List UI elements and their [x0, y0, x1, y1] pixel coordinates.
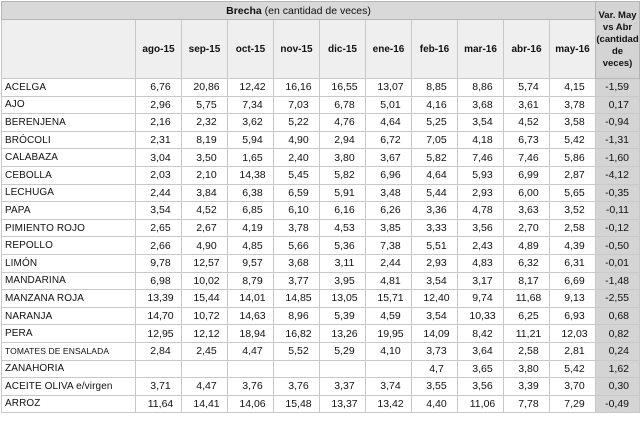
product-name: LIMÓN [2, 254, 136, 272]
value-cell: 5,75 [182, 96, 228, 114]
value-cell: 6,00 [504, 184, 550, 202]
value-cell: 5,65 [550, 184, 596, 202]
value-cell: 5,51 [412, 237, 458, 255]
value-cell: 6,76 [136, 79, 182, 97]
month-header: dic-15 [320, 20, 366, 79]
value-cell: 7,29 [550, 395, 596, 413]
value-cell: 3,68 [458, 96, 504, 114]
product-name: REPOLLO [2, 237, 136, 255]
value-cell: 4,85 [228, 237, 274, 255]
value-cell: 6,38 [228, 184, 274, 202]
product-name: PERA [2, 325, 136, 343]
value-cell: 2,32 [182, 114, 228, 132]
month-header: nov-15 [274, 20, 320, 79]
value-cell: 3,50 [182, 149, 228, 167]
value-cell: 2,16 [136, 114, 182, 132]
table-title [2, 2, 596, 20]
value-cell: 16,55 [320, 79, 366, 97]
value-cell: 6,72 [366, 131, 412, 149]
value-cell [228, 360, 274, 378]
variation-cell: 0,82 [596, 325, 640, 343]
value-cell: 3,11 [320, 254, 366, 272]
value-cell: 4,52 [182, 202, 228, 220]
month-header: mar-16 [458, 20, 504, 79]
table-row [2, 307, 640, 325]
product-name: BRÓCOLI [2, 131, 136, 149]
product-name: PAPA [2, 202, 136, 220]
value-cell: 3,54 [136, 202, 182, 220]
month-header: sep-15 [182, 20, 228, 79]
value-cell: 4,39 [550, 237, 596, 255]
variation-cell: 1,62 [596, 360, 640, 378]
variation-cell: 0,30 [596, 378, 640, 396]
table-row [2, 114, 640, 132]
value-cell: 6,98 [136, 272, 182, 290]
value-cell: 14,41 [182, 395, 228, 413]
value-cell: 3,54 [458, 114, 504, 132]
table-row [2, 395, 640, 413]
value-cell: 2,81 [550, 342, 596, 360]
table-row [2, 166, 640, 184]
value-cell: 8,17 [504, 272, 550, 290]
value-cell: 16,16 [274, 79, 320, 97]
value-cell: 2,67 [182, 219, 228, 237]
value-cell: 2,70 [504, 219, 550, 237]
value-cell: 8,19 [182, 131, 228, 149]
table-body [2, 79, 640, 413]
value-cell: 5,42 [550, 360, 596, 378]
value-cell: 6,99 [504, 166, 550, 184]
value-cell: 3,62 [228, 114, 274, 132]
header-row [2, 20, 640, 79]
value-cell: 2,93 [412, 254, 458, 272]
value-cell: 4,16 [412, 96, 458, 114]
value-cell: 18,94 [228, 325, 274, 343]
variation-cell: -1,60 [596, 149, 640, 167]
value-cell: 13,05 [320, 290, 366, 308]
value-cell: 14,09 [412, 325, 458, 343]
value-cell: 8,86 [458, 79, 504, 97]
value-cell: 12,95 [136, 325, 182, 343]
value-cell: 19,95 [366, 325, 412, 343]
value-cell: 4,53 [320, 219, 366, 237]
value-cell: 2,66 [136, 237, 182, 255]
value-cell: 3,68 [274, 254, 320, 272]
table-row [2, 202, 640, 220]
value-cell: 3,36 [412, 202, 458, 220]
value-cell: 4,10 [366, 342, 412, 360]
variation-cell: -0,11 [596, 202, 640, 220]
value-cell: 2,31 [136, 131, 182, 149]
value-cell: 3,85 [366, 219, 412, 237]
value-cell: 6,78 [320, 96, 366, 114]
value-cell: 4,47 [182, 378, 228, 396]
value-cell: 8,96 [274, 307, 320, 325]
variation-cell: -4,12 [596, 166, 640, 184]
value-cell: 3,61 [504, 96, 550, 114]
table-row [2, 254, 640, 272]
value-cell: 4,89 [504, 237, 550, 255]
value-cell: 2,87 [550, 166, 596, 184]
month-header: ene-16 [366, 20, 412, 79]
value-cell: 4,15 [550, 79, 596, 97]
value-cell: 6,26 [366, 202, 412, 220]
month-header: abr-16 [504, 20, 550, 79]
value-cell: 6,85 [228, 202, 274, 220]
value-cell: 4,83 [458, 254, 504, 272]
value-cell [136, 360, 182, 378]
value-cell: 1,65 [228, 149, 274, 167]
value-cell: 15,48 [274, 395, 320, 413]
value-cell: 5,74 [504, 79, 550, 97]
value-cell: 5,44 [412, 184, 458, 202]
value-cell: 4,19 [228, 219, 274, 237]
product-column-header [2, 20, 136, 79]
variation-cell: -2,55 [596, 290, 640, 308]
value-cell [366, 360, 412, 378]
value-cell: 2,44 [366, 254, 412, 272]
value-cell: 12,42 [228, 79, 274, 97]
value-cell: 14,85 [274, 290, 320, 308]
product-name: LECHUGA [2, 184, 136, 202]
value-cell: 14,06 [228, 395, 274, 413]
table-row [2, 272, 640, 290]
value-cell: 5,86 [550, 149, 596, 167]
value-cell: 14,63 [228, 307, 274, 325]
value-cell: 5,52 [274, 342, 320, 360]
table-row [2, 96, 640, 114]
value-cell: 3,56 [458, 378, 504, 396]
table-row [2, 79, 640, 97]
value-cell: 5,42 [550, 131, 596, 149]
table-row [2, 149, 640, 167]
value-cell: 4,7 [412, 360, 458, 378]
value-cell: 12,40 [412, 290, 458, 308]
value-cell: 2,03 [136, 166, 182, 184]
table-row [2, 360, 640, 378]
value-cell: 4,90 [274, 131, 320, 149]
value-cell: 10,02 [182, 272, 228, 290]
value-cell [182, 360, 228, 378]
value-cell: 11,06 [458, 395, 504, 413]
value-cell: 4,90 [182, 237, 228, 255]
product-name: PIMIENTO ROJO [2, 219, 136, 237]
value-cell: 9,57 [228, 254, 274, 272]
value-cell: 3,76 [274, 378, 320, 396]
value-cell: 5,82 [320, 166, 366, 184]
value-cell: 3,80 [504, 360, 550, 378]
value-cell: 5,91 [320, 184, 366, 202]
table-row [2, 184, 640, 202]
variation-cell: -0,35 [596, 184, 640, 202]
value-cell: 13,39 [136, 290, 182, 308]
value-cell: 4,78 [458, 202, 504, 220]
value-cell: 2,58 [504, 342, 550, 360]
value-cell: 14,01 [228, 290, 274, 308]
product-name: ZANAHORIA [2, 360, 136, 378]
value-cell: 5,82 [412, 149, 458, 167]
value-cell: 3,76 [228, 378, 274, 396]
product-name: MANDARINA [2, 272, 136, 290]
value-cell: 6,31 [550, 254, 596, 272]
value-cell [320, 360, 366, 378]
value-cell: 11,21 [504, 325, 550, 343]
value-cell: 15,71 [366, 290, 412, 308]
value-cell: 6,73 [504, 131, 550, 149]
product-name: TOMATES DE ENSALADA [2, 342, 136, 360]
value-cell: 2,10 [182, 166, 228, 184]
value-cell: 3,56 [458, 219, 504, 237]
value-cell [274, 360, 320, 378]
value-cell: 6,16 [320, 202, 366, 220]
value-cell: 3,58 [550, 114, 596, 132]
value-cell: 4,47 [228, 342, 274, 360]
table-row [2, 378, 640, 396]
value-cell: 13,37 [320, 395, 366, 413]
value-cell: 2,84 [136, 342, 182, 360]
value-cell: 3,71 [136, 378, 182, 396]
value-cell: 7,38 [366, 237, 412, 255]
value-cell: 2,58 [550, 219, 596, 237]
value-cell: 6,93 [550, 307, 596, 325]
value-cell: 5,66 [274, 237, 320, 255]
value-cell: 3,95 [320, 272, 366, 290]
variation-cell: -1,59 [596, 79, 640, 97]
value-cell: 5,39 [320, 307, 366, 325]
product-name: NARANJA [2, 307, 136, 325]
value-cell: 7,03 [274, 96, 320, 114]
value-cell: 14,70 [136, 307, 182, 325]
product-name: MANZANA ROJA [2, 290, 136, 308]
table-row [2, 325, 640, 343]
product-name: BERENJENA [2, 114, 136, 132]
product-name: ACEITE OLIVA e/virgen [2, 378, 136, 396]
product-name: CALABAZA [2, 149, 136, 167]
value-cell: 5,45 [274, 166, 320, 184]
month-header: ago-15 [136, 20, 182, 79]
value-cell: 2,45 [182, 342, 228, 360]
value-cell: 12,12 [182, 325, 228, 343]
value-cell: 3,65 [458, 360, 504, 378]
var-column-header: Var. May vs Abr (cantidad de veces) [596, 2, 640, 79]
value-cell: 11,64 [136, 395, 182, 413]
value-cell: 7,05 [412, 131, 458, 149]
value-cell: 4,40 [412, 395, 458, 413]
value-cell: 3,37 [320, 378, 366, 396]
value-cell: 12,03 [550, 325, 596, 343]
value-cell: 4,76 [320, 114, 366, 132]
value-cell: 13,42 [366, 395, 412, 413]
value-cell: 3,39 [504, 378, 550, 396]
variation-cell: 0,17 [596, 96, 640, 114]
variation-cell: 0,24 [596, 342, 640, 360]
variation-cell: -0,12 [596, 219, 640, 237]
value-cell: 7,78 [504, 395, 550, 413]
value-cell: 3,78 [274, 219, 320, 237]
value-cell: 3,74 [366, 378, 412, 396]
value-cell: 5,29 [320, 342, 366, 360]
value-cell: 5,94 [228, 131, 274, 149]
value-cell: 5,36 [320, 237, 366, 255]
product-name: AJO [2, 96, 136, 114]
month-header: oct-15 [228, 20, 274, 79]
value-cell: 3,63 [504, 202, 550, 220]
value-cell: 3,67 [366, 149, 412, 167]
value-cell: 3,33 [412, 219, 458, 237]
value-cell: 13,26 [320, 325, 366, 343]
product-name: CEBOLLA [2, 166, 136, 184]
value-cell: 2,40 [274, 149, 320, 167]
value-cell: 8,85 [412, 79, 458, 97]
value-cell: 2,93 [458, 184, 504, 202]
value-cell: 5,22 [274, 114, 320, 132]
value-cell: 10,33 [458, 307, 504, 325]
value-cell: 3,77 [274, 272, 320, 290]
table-row [2, 237, 640, 255]
variation-cell: -0,01 [596, 254, 640, 272]
value-cell: 7,34 [228, 96, 274, 114]
product-name: ACELGA [2, 79, 136, 97]
value-cell: 8,42 [458, 325, 504, 343]
value-cell: 3,04 [136, 149, 182, 167]
variation-cell: -0,49 [596, 395, 640, 413]
table-title-bold: Brecha [226, 4, 262, 17]
value-cell: 6,10 [274, 202, 320, 220]
value-cell: 3,70 [550, 378, 596, 396]
value-cell: 4,64 [412, 166, 458, 184]
value-cell: 2,94 [320, 131, 366, 149]
value-cell: 15,44 [182, 290, 228, 308]
value-cell: 6,69 [550, 272, 596, 290]
value-cell: 2,44 [136, 184, 182, 202]
value-cell: 13,07 [366, 79, 412, 97]
value-cell: 20,86 [182, 79, 228, 97]
value-cell: 12,57 [182, 254, 228, 272]
value-cell: 5,93 [458, 166, 504, 184]
value-cell: 6,59 [274, 184, 320, 202]
value-cell: 3,84 [182, 184, 228, 202]
value-cell: 16,82 [274, 325, 320, 343]
table-title-rest: (en cantidad de veces) [261, 4, 371, 17]
month-header: may-16 [550, 20, 596, 79]
value-cell: 7,46 [458, 149, 504, 167]
value-cell: 5,25 [412, 114, 458, 132]
variation-cell: -1,48 [596, 272, 640, 290]
variation-cell: -0,50 [596, 237, 640, 255]
value-cell: 4,64 [366, 114, 412, 132]
value-cell: 2,43 [458, 237, 504, 255]
value-cell: 7,46 [504, 149, 550, 167]
value-cell: 2,65 [136, 219, 182, 237]
product-name: ARROZ [2, 395, 136, 413]
value-cell: 3,64 [458, 342, 504, 360]
value-cell: 8,79 [228, 272, 274, 290]
value-cell: 3,54 [412, 272, 458, 290]
value-cell: 4,81 [366, 272, 412, 290]
value-cell: 2,96 [136, 96, 182, 114]
value-cell: 6,32 [504, 254, 550, 272]
month-header: feb-16 [412, 20, 458, 79]
value-cell: 3,80 [320, 149, 366, 167]
value-cell: 6,25 [504, 307, 550, 325]
value-cell: 3,55 [412, 378, 458, 396]
value-cell: 4,52 [504, 114, 550, 132]
value-cell: 3,73 [412, 342, 458, 360]
value-cell: 3,78 [550, 96, 596, 114]
title-row [2, 2, 640, 20]
value-cell: 6,96 [366, 166, 412, 184]
value-cell: 3,48 [366, 184, 412, 202]
value-cell: 9,13 [550, 290, 596, 308]
variation-cell: -1,31 [596, 131, 640, 149]
value-cell: 9,74 [458, 290, 504, 308]
value-cell: 3,17 [458, 272, 504, 290]
value-cell: 9,78 [136, 254, 182, 272]
table-row [2, 219, 640, 237]
price-gap-table [1, 1, 640, 413]
value-cell: 11,68 [504, 290, 550, 308]
variation-cell: 0,68 [596, 307, 640, 325]
table-row [2, 131, 640, 149]
value-cell: 10,72 [182, 307, 228, 325]
value-cell: 3,52 [550, 202, 596, 220]
value-cell: 4,18 [458, 131, 504, 149]
value-cell: 3,54 [412, 307, 458, 325]
value-cell: 4,59 [366, 307, 412, 325]
value-cell: 5,01 [366, 96, 412, 114]
value-cell: 14,38 [228, 166, 274, 184]
table-row [2, 290, 640, 308]
variation-cell: -0,94 [596, 114, 640, 132]
table-row [2, 342, 640, 360]
